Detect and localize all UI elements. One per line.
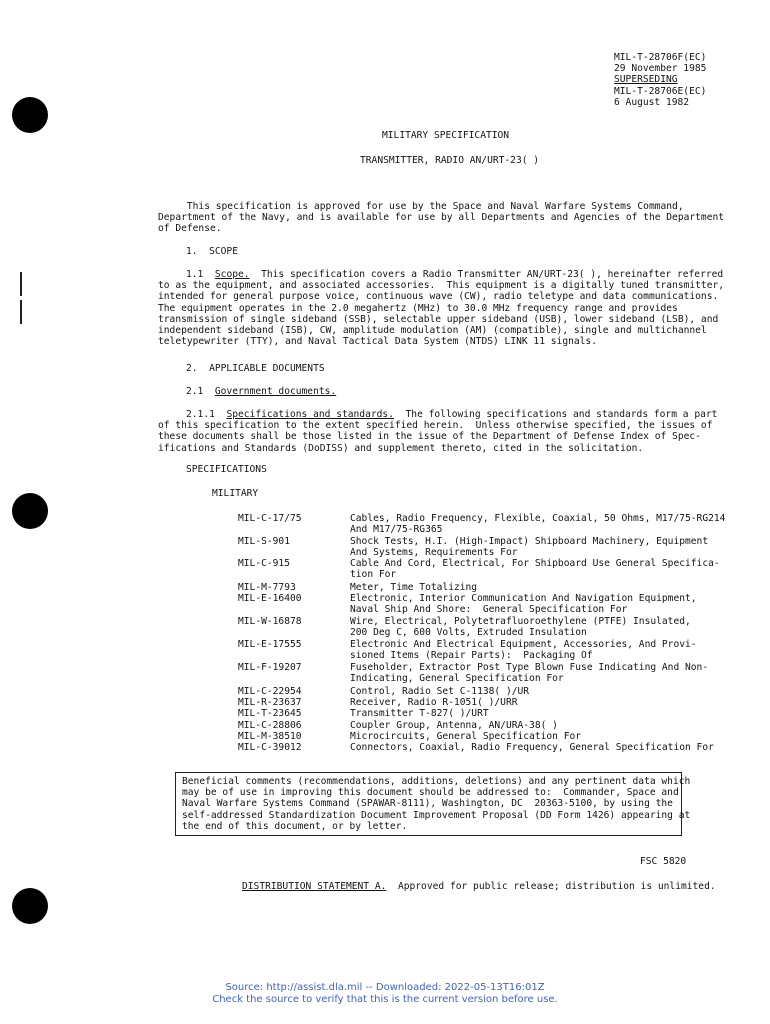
superseded-document-date: 6 August 1982 xyxy=(614,96,690,108)
spec-title: Connectors, Coaxial, Radio Frequency, General Specification For xyxy=(350,742,714,753)
paragraph-line: The equipment operates in the 2.0 megahertz (MHz) to 30.0 MHz frequency range and provides xyxy=(158,302,678,314)
source-footer xyxy=(0,982,770,1006)
paragraph-line: transmission of single sideband (SSB), selectable upper sideband (USB), lower sideband (LSB), and xyxy=(158,313,719,325)
superseded-document-number: MIL-T-28706E(EC) xyxy=(614,85,707,97)
spec-designation: MIL-F-19207 xyxy=(238,662,302,673)
paragraph-label: Specifications and standards. xyxy=(226,409,394,420)
document-subtitle: TRANSMITTER, RADIO AN/URT-23( ) xyxy=(360,155,540,166)
section-heading-applicable-documents: 2. APPLICABLE DOCUMENTS xyxy=(186,363,325,374)
paragraph-line: of this specification to the extent specified herein. Unless otherwise specified, the issues of xyxy=(158,420,713,432)
comments-notice-box xyxy=(175,772,691,836)
spec-designation: MIL-W-16878 xyxy=(238,616,302,627)
paragraph-text: This specification covers a Radio Transmitter AN/URT-23( ), hereinafter referred xyxy=(249,269,724,280)
notice-line: Beneficial comments (recommendations, additions, deletions) and any pertinent data which xyxy=(182,776,691,787)
source-line: Source: http://assist.dla.mil -- Downloaded: 2022-05-13T16:01Z xyxy=(225,982,545,993)
distribution-text: Approved for public release; distribution is unlimited. xyxy=(386,881,716,892)
approval-paragraph xyxy=(158,201,724,235)
spec-title: Control, Radio Set C-1138( )/UR xyxy=(350,686,530,697)
spec-designation: MIL-C-39012 xyxy=(238,742,302,753)
spec-title: Wire, Electrical, Polytetrafluoroethylene (PTFE) Insulated, 200 Deg C, 600 Volts, Extruded Insulation xyxy=(350,616,691,639)
spec-designation: MIL-T-23645 xyxy=(238,708,302,719)
distribution-statement xyxy=(242,881,716,892)
specifications-paragraph xyxy=(158,409,717,454)
spec-designation: MIL-M-38510 xyxy=(238,731,302,742)
approval-line: Department of the Navy, and is available for use by all Departments and Agencies of the Department xyxy=(158,212,725,224)
spec-designation: MIL-E-16400 xyxy=(238,593,302,604)
specifications-label: SPECIFICATIONS xyxy=(186,464,267,475)
paragraph-line: teletypewriter (TTY), and Naval Tactical Data System (NTDS) LINK 11 signals. xyxy=(158,336,597,348)
document-number: MIL-T-28706F(EC) xyxy=(614,52,707,63)
paragraph-line: ifications and Standards (DoDISS) and supplement thereto, cited in the solicitation. xyxy=(158,442,644,454)
paragraph-line: to as the equipment, and associated accessories. This equipment is a digitally tuned transmitter, xyxy=(158,280,725,292)
spec-title: Fuseholder, Extractor Post Type Blown Fuse Indicating And Non- Indicating, General Specification For xyxy=(350,662,709,685)
punch-hole-bottom xyxy=(12,888,48,924)
spec-title: Shock Tests, H.I. (High-Impact) Shipboard Machinery, Equipment And Systems, Requirements For xyxy=(350,536,709,559)
punch-hole-middle xyxy=(12,493,48,529)
fsc-code: FSC 5820 xyxy=(640,856,687,867)
spec-title: Microcircuits, General Specification For xyxy=(350,731,582,742)
spec-title: Coupler Group, Antenna, AN/URA-38( ) xyxy=(350,720,558,731)
scope-paragraph xyxy=(158,269,724,347)
notice-line: may be of use in improving this document should be addressed to: Commander, Space and xyxy=(182,787,679,799)
government-documents-heading xyxy=(186,386,336,397)
spec-title: Transmitter T-827( )/URT xyxy=(350,708,489,719)
spec-designation: MIL-C-915 xyxy=(238,558,290,569)
military-label: MILITARY xyxy=(212,488,259,499)
spec-title: Electronic, Interior Communication And Navigation Equipment, Naval Ship And Shore: General Specification For xyxy=(350,593,697,616)
spec-designation: MIL-C-28806 xyxy=(238,720,302,731)
spec-title: Receiver, Radio R-1051( )/URR xyxy=(350,697,518,708)
distribution-label: DISTRIBUTION STATEMENT A. xyxy=(242,881,387,892)
document-date: 29 November 1985 xyxy=(614,63,707,75)
paragraph-number: 2.1.1 xyxy=(186,409,215,420)
paragraph-line: intended for general purpose voice, continuous wave (CW), radio teletype and data communications. xyxy=(158,291,719,303)
spec-title: Meter, Time Totalizing xyxy=(350,582,478,593)
spec-title: Cables, Radio Frequency, Flexible, Coaxial, 50 Ohms, M17/75-RG214 And M17/75-RG365 xyxy=(350,513,726,536)
change-bar xyxy=(20,300,22,324)
notice-line: the end of this document, or by letter. xyxy=(182,820,408,832)
spec-designation: MIL-C-17/75 xyxy=(238,513,302,524)
paragraph-label: Government documents. xyxy=(214,386,337,397)
spec-designation: MIL-R-23637 xyxy=(238,697,302,708)
section-heading-scope: 1. SCOPE xyxy=(186,246,238,257)
notice-line: Naval Warfare Systems Command (SPAWAR-8111), Washington, DC 20363-5100, by using the xyxy=(182,798,673,810)
superseding-label: SUPERSEDING xyxy=(614,74,678,86)
spec-title: Electronic And Electrical Equipment, Accessories, And Provi- sioned Items (Repair Parts): Packaging Of xyxy=(350,639,697,662)
paragraph-label: Scope. xyxy=(214,269,250,280)
approval-line: of Defense. xyxy=(158,223,222,235)
spec-title: Cable And Cord, Electrical, For Shipboard Use General Specifica- tion For xyxy=(350,558,720,581)
change-bar xyxy=(20,272,22,296)
spec-designation: MIL-M-7793 xyxy=(238,582,296,593)
spec-designation: MIL-C-22954 xyxy=(238,686,302,697)
document-title: MILITARY SPECIFICATION xyxy=(382,130,510,141)
spec-designation: MIL-S-901 xyxy=(238,536,290,547)
document-id-block xyxy=(614,52,706,108)
punch-hole-top xyxy=(12,97,48,133)
paragraph-text: The following specifications and standards form a part xyxy=(393,409,718,420)
paragraph-line: independent sideband (ISB), CW, amplitude modulation (AM) (compatible), single and multichannel xyxy=(158,325,707,337)
paragraph-number: 1.1 xyxy=(186,269,204,280)
paragraph-line: these documents shall be those listed in the issue of the Department of Defense Index of Spec- xyxy=(158,431,701,443)
paragraph-number: 2.1 xyxy=(186,386,204,397)
spec-designation: MIL-E-17555 xyxy=(238,639,302,650)
notice-line: self-addressed Standardization Document Improvement Proposal (DD Form 1426) appearing at xyxy=(182,809,691,821)
verify-line: Check the source to verify that this is the current version before use. xyxy=(212,994,558,1005)
approval-line: This specification is approved for use by the Space and Naval Warfare Systems Command, xyxy=(158,201,684,212)
